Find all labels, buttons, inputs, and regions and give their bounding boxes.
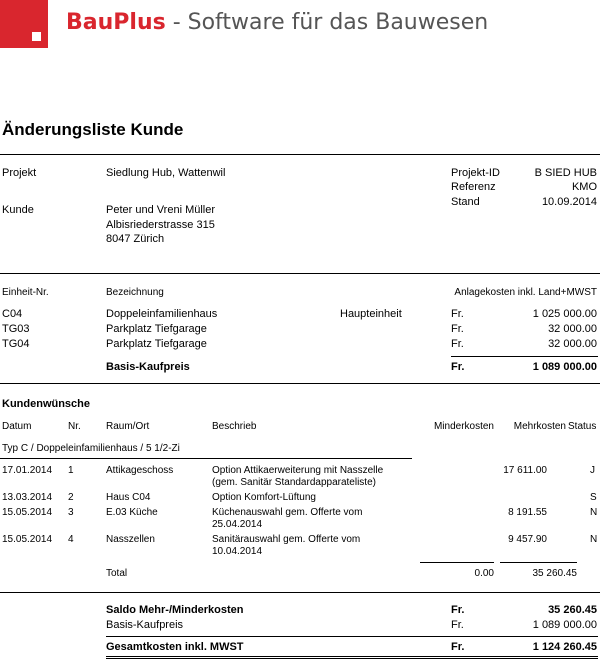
wish-status: N [590, 534, 598, 545]
wishes-header-room: Raum/Ort [106, 421, 150, 432]
wish-desc-line: Sanitärauswahl gem. Offerte vom [212, 534, 361, 545]
wish-desc-line: 10.04.2014 [212, 546, 263, 557]
wish-status: J [590, 465, 595, 476]
reference-value: KMO [571, 181, 597, 193]
wish-date: 15.05.2014 [2, 507, 53, 518]
units-header-desc: Bezeichnung [106, 287, 164, 298]
customer-city: 8047 Zürich [106, 233, 165, 245]
customer-label: Kunde [2, 204, 34, 216]
wishes-total-plus: 35 260.45 [532, 568, 577, 579]
customer-name: Peter und Vreni Müller [106, 204, 216, 216]
project-id-label: Projekt-ID [451, 167, 500, 179]
unit-note: Haupteinheit [340, 308, 402, 320]
wish-nr: 3 [68, 507, 74, 518]
unit-currency: Fr. [451, 323, 464, 335]
wish-plus: 9 457.90 [508, 534, 547, 545]
units-header-nr: Einheit-Nr. [2, 287, 49, 298]
divider [0, 154, 600, 155]
unit-amount: 32 000.00 [548, 338, 597, 350]
wishes-total-minus: 0.00 [474, 568, 494, 579]
reference-label: Referenz [451, 181, 496, 193]
wishes-total-label: Total [106, 568, 128, 579]
unit-currency: Fr. [451, 338, 464, 350]
wish-nr: 2 [68, 492, 74, 503]
brand-name: BauPlus [66, 10, 166, 35]
brand-header [66, 9, 488, 37]
stand-label: Stand [451, 196, 480, 208]
wish-nr: 1 [68, 465, 74, 476]
double-underline [106, 658, 598, 659]
wish-room: E.03 Küche [106, 507, 158, 518]
wishes-section-title: Kundenwünsche [2, 398, 91, 410]
page-title: Änderungsliste Kunde [2, 120, 184, 139]
wish-desc-line: Option Attikaerweiterung mit Nasszelle [212, 465, 384, 476]
divider [0, 273, 600, 274]
unit-nr: TG03 [2, 323, 30, 335]
double-underline [106, 656, 598, 657]
wish-plus: 8 191.55 [508, 507, 547, 518]
saldo-label: Saldo Mehr-/Minderkosten [106, 604, 244, 616]
unit-desc: Doppeleinfamilienhaus [106, 308, 218, 320]
unit-currency: Fr. [451, 308, 464, 320]
unit-amount: 32 000.00 [548, 323, 597, 335]
summary-basis-currency: Fr. [451, 619, 464, 631]
unit-desc: Parkplatz Tiefgarage [106, 338, 207, 350]
wish-nr: 4 [68, 534, 74, 545]
wish-status: N [590, 507, 598, 518]
basis-price-label: Basis-Kaufpreis [106, 361, 190, 373]
stand-value: 10.09.2014 [541, 196, 597, 208]
wish-date: 13.03.2014 [2, 492, 53, 503]
wishes-header-status: Status [568, 421, 597, 432]
bauplus-logo-icon [0, 0, 48, 48]
wish-room: Attikageschoss [106, 465, 174, 476]
basis-price-amount: 1 089 000.00 [532, 361, 597, 373]
wish-desc-line: Küchenauswahl gem. Offerte vom [212, 507, 363, 518]
wishes-header-plus: Mehrkosten [513, 421, 566, 432]
project-value: Siedlung Hub, Wattenwil [106, 167, 226, 179]
grand-total-amount: 1 124 260.45 [532, 641, 597, 653]
wish-date: 17.01.2014 [2, 465, 53, 476]
wish-desc-line: 25.04.2014 [212, 519, 263, 530]
customer-street: Albisriederstrasse 315 [106, 219, 215, 231]
unit-nr: C04 [2, 308, 23, 320]
sum-line [106, 636, 598, 637]
wish-date: 15.05.2014 [2, 534, 53, 545]
sum-line [420, 562, 494, 563]
wish-room: Nasszellen [106, 534, 155, 545]
project-label: Projekt [2, 167, 37, 179]
saldo-currency: Fr. [451, 604, 465, 616]
wishes-header-minus: Minderkosten [433, 421, 494, 432]
unit-nr: TG04 [2, 338, 30, 350]
project-id-value: B SIED HUB [534, 167, 597, 179]
sum-line [500, 562, 577, 563]
sum-line [451, 356, 598, 357]
summary-basis-amount: 1 089 000.00 [532, 619, 597, 631]
wishes-header-desc: Beschrieb [212, 421, 257, 432]
divider [0, 383, 600, 384]
divider [0, 592, 600, 593]
wishes-header-date: Datum [2, 421, 32, 432]
grand-total-currency: Fr. [451, 641, 465, 653]
unit-amount: 1 025 000.00 [532, 308, 597, 320]
wish-plus: 17 611.00 [503, 465, 547, 476]
summary-basis-label: Basis-Kaufpreis [106, 619, 184, 631]
units-header-cost: Anlagekosten inkl. Land+MWST [454, 287, 597, 298]
wish-desc-line: (gem. Sanitär Standardapparateliste) [212, 477, 376, 488]
grand-total-label: Gesamtkosten inkl. MWST [106, 641, 244, 653]
unit-desc: Parkplatz Tiefgarage [106, 323, 207, 335]
wish-status: S [590, 492, 597, 503]
type-line: Typ C / Doppeleinfamilienhaus / 5 1/2-Zi [2, 443, 180, 454]
saldo-amount: 35 260.45 [548, 604, 597, 616]
type-underline [0, 458, 412, 459]
wishes-header-nr: Nr. [68, 421, 81, 432]
wish-desc-line: Option Komfort-Lüftung [212, 492, 316, 503]
wish-room: Haus C04 [106, 492, 151, 503]
brand-tagline: - Software für das Bauwesen [165, 10, 489, 35]
basis-price-currency: Fr. [451, 361, 465, 373]
